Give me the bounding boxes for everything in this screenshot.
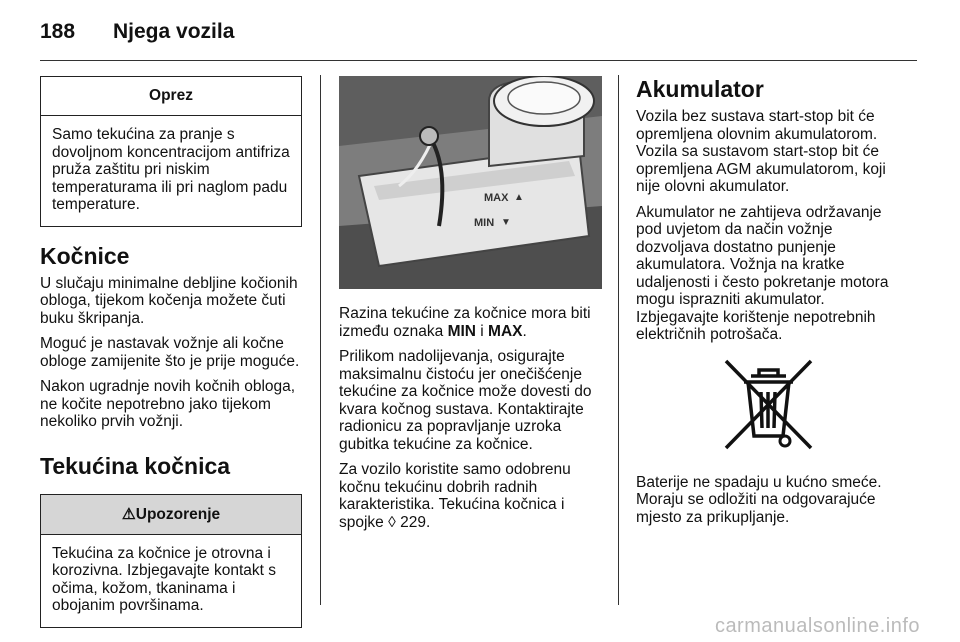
column-divider-1 <box>320 75 321 605</box>
battery-disposal-paragraph: Baterije ne spadaju u kućno smeće. Moraju se odložiti na odgovarajuće mjesto za prikupljanje. <box>636 473 882 526</box>
battery-heading: Akumulator <box>636 76 764 102</box>
caution-text: Samo tekućina za pranje s dovoljnom koncentracijom antifriza pruža zaštitu pri niskim temperaturama ili pri naglom padu temperature. <box>52 126 290 213</box>
level-paragraph: Razina tekućine za kočnice mora biti između oznaka MIN i MAX. <box>339 305 591 340</box>
brake-fluid-heading: Tekućina kočnica <box>40 452 231 479</box>
page-header <box>40 20 234 44</box>
caution-box <box>40 76 302 227</box>
min-label: MIN <box>447 322 476 340</box>
battery-paragraph: Vozila bez sustava start-stop bit će opremljena olovnim akumulatorom. Vozila sa sustavom start-stop bit će opremljena AGM akumulatorom, koji nije olovni akumulator. <box>636 108 886 195</box>
page-number: 188 <box>40 20 76 43</box>
warning-box <box>40 494 302 628</box>
page-reference-arrow-icon: ◊ <box>388 513 396 531</box>
section-title: Njega vozila <box>113 20 235 43</box>
column-divider-2 <box>618 75 619 605</box>
max-arrow-icon: ▲ <box>514 192 524 203</box>
max-mark-label: MAX <box>484 192 509 204</box>
column-3 <box>636 76 901 534</box>
brake-fluid-reservoir-photo <box>339 76 602 289</box>
warning-title: Upozorenje <box>135 505 221 523</box>
brakes-paragraph: Moguć je nastavak vožnje ali kočne obloge zamijenite što je prije moguće. <box>40 335 300 370</box>
warning-text: Tekućina za kočnice je otrovna i korozivna. Izbjegavajte kontakt s očima, kožom, tkaninama i obojanim površinama. <box>52 544 277 614</box>
warning-triangle-icon: ⚠ <box>121 505 136 523</box>
crossed-out-wheelie-bin-icon <box>711 356 826 456</box>
column-1 <box>40 76 302 628</box>
topping-up-paragraph: Prilikom nadolijevanja, osigurajte maksimalnu čistoću jer onečišćenje tekućine za kočnice može dovesti do kvara kočnog sustava. Kontaktirajte radionicu za popravljanje uzroka gubitka tekućine za kočnice. <box>339 348 592 453</box>
min-mark-label: MIN <box>474 217 495 229</box>
brakes-paragraph: Nakon ugradnje novih kočnih obloga, ne kočite nepotrebno jako tijekom nekoliko prvih vožnji. <box>40 378 296 430</box>
battery-paragraph: Akumulator ne zahtijeva održavanje pod uvjetom da način vožnje dozvoljava dostatno punjenje akumulatora. Vožnja na kratke udaljenosti i često pokretanje motora mogu isprazniti akumulator. Izbjegavajte korištenje nepotrebnih električnih potrošača. <box>636 203 889 343</box>
brakes-paragraph: U slučaju minimalne debljine kočionih obloga, tijekom kočenja možete čuti buku škripanja. <box>40 274 298 327</box>
page-reference-link[interactable]: 229. <box>400 513 431 531</box>
brakes-heading: Kočnice <box>40 242 130 269</box>
column-2 <box>339 76 602 539</box>
watermark: carmanualsonline.info <box>714 615 920 637</box>
min-arrow-icon: ▼ <box>501 217 511 228</box>
approved-fluid-paragraph: Za vozilo koristite samo odobrenu kočnu tekućinu dobrih radnih karakteristika. Tekućina kočnica i spojke ◊ 229. <box>339 461 571 531</box>
caution-title: Oprez <box>41 77 301 116</box>
header-rule <box>40 60 917 61</box>
warning-title-bar <box>41 495 301 535</box>
max-label: MAX <box>488 322 523 340</box>
